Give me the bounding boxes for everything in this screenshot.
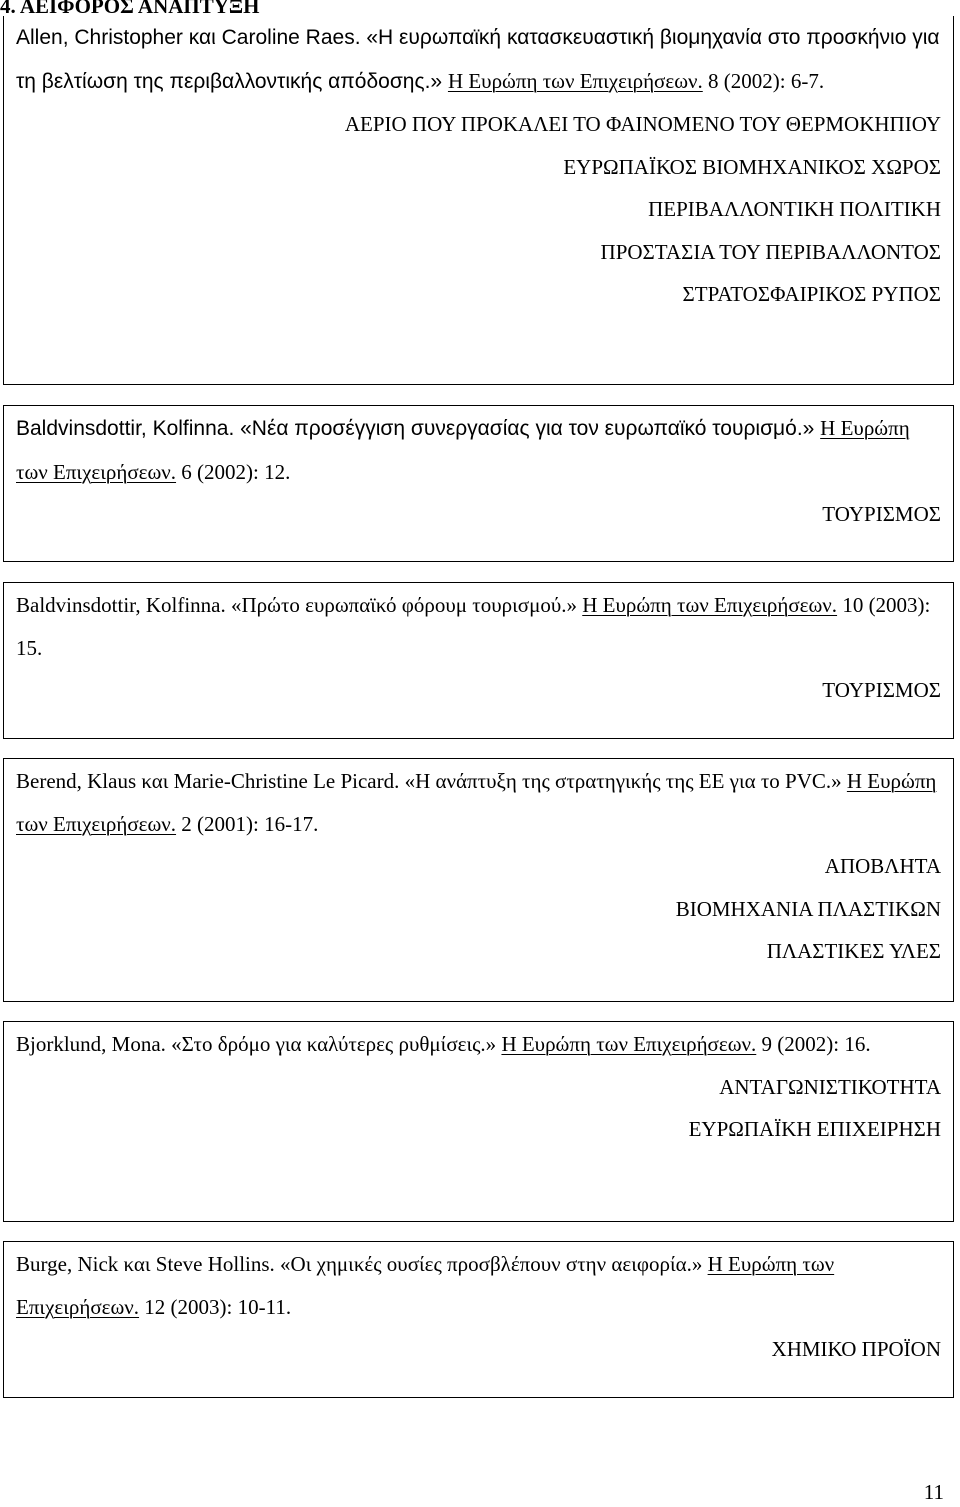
subject-keywords [16,103,941,316]
citation-text: Berend, Klaus και Marie-Christine Le Picard. «Η ανάπτυξη της στρατηγικής της ΕΕ για το PVC.» [16,769,847,793]
subject-keywords [16,1328,941,1371]
keyword: ΑΝΤΑΓΩΝΙΣΤΙΚΟΤΗΤΑ [719,1074,941,1099]
subject-keywords [16,493,941,536]
citation [16,1243,941,1328]
keyword: ΠΛΑΣΤΙΚΕΣ ΥΛΕΣ [766,939,941,963]
bibliography-entry [3,405,954,562]
keyword: ΣΤΡΑΤΟΣΦΑΙΡΙΚΟΣ ΡΥΠΟΣ [682,282,941,306]
citation-issue: 6 (2002): 12. [176,459,291,484]
bibliography-entry [3,1241,954,1398]
keyword: ΑΠΟΒΛΗΤΑ [824,854,941,878]
citation-text: Allen, Christopher και Caroline Raes. «Η ευρωπαϊκή κατασκευαστική βιομηχανία στο προσκήνιο για τη βελτίωση της περιβαλλοντικής απόδοσης.» [16,26,940,93]
section-title: 4. ΑΕΙΦΟΡΟΣ ΑΝΑΠΤΥΞΗ [0,0,260,18]
journal-title: Η Ευρώπη των Επιχειρήσεων. [16,1252,835,1319]
keyword: ΧΗΜΙΚΟ ΠΡΟΪΟΝ [771,1337,941,1361]
citation-text: Bjorklund, Mona. «Στο δρόμο για καλύτερες ρυθμίσεις.» [16,1032,502,1056]
citation-issue: 10 (2003): 15. [16,593,931,660]
journal-title: Η Ευρώπη των Επιχειρήσεων. [501,1032,757,1056]
bibliography-entry [3,1021,954,1222]
subject-keywords [16,669,941,712]
keyword: ΑΕΡΙΟ ΠΟΥ ΠΡΟΚΑΛΕΙ ΤΟ ΦΑΙΝΟΜΕΝΟ ΤΟΥ ΘΕΡΜΟΚΗΠΙΟΥ [344,112,941,136]
citation-issue: 12 (2003): 10-11. [139,1294,292,1319]
bibliography-entry [3,582,954,739]
citation [16,584,941,669]
citation-text: Baldvinsdottir, Kolfinna. «Νέα προσέγγιση συνεργασίας για τον ευρωπαϊκό τουρισμό.» [16,417,821,440]
citation-issue: 2 (2001): 16-17. [176,811,319,836]
keyword: ΠΡΟΣΤΑΣΙΑ ΤΟΥ ΠΕΡΙΒΑΛΛΟΝΤΟΣ [600,239,941,264]
subject-keywords [16,1066,941,1151]
citation-issue: 9 (2002): 16. [756,1032,871,1056]
citation [16,1023,941,1066]
keyword: ΤΟΥΡΙΣΜΟΣ [822,502,941,526]
citation-text: Burge, Nick και Steve Hollins. «Οι χημικές ουσίες προσβλέπουν στην αειφορία.» [16,1252,708,1276]
keyword: ΠΕΡΙΒΑΛΛΟΝΤΙΚΗ ΠΟΛΙΤΙΚΗ [648,197,941,221]
journal-title: Η Ευρώπη των Επιχειρήσεων. [16,416,910,484]
bibliography-entry [3,16,954,385]
citation-text: Baldvinsdottir, Kolfinna. «Πρώτο ευρωπαϊκό φόρουμ τουρισμού.» [16,593,583,617]
citation [16,407,941,493]
journal-title: Η Ευρώπη των Επιχειρήσεων. [447,68,703,93]
page-number: 11 [923,1480,944,1504]
citation-issue: 8 (2002): 6-7. [702,68,825,93]
citation [16,760,941,845]
keyword: ΤΟΥΡΙΣΜΟΣ [822,678,941,702]
journal-title: Η Ευρώπη των Επιχειρήσεων. [16,769,937,836]
keyword: ΕΥΡΩΠΑΪΚΟΣ ΒΙΟΜΗΧΑΝΙΚΟΣ ΧΩΡΟΣ [563,154,941,179]
subject-keywords [16,845,941,973]
citation [16,16,941,103]
keyword: ΒΙΟΜΗΧΑΝΙΑ ΠΛΑΣΤΙΚΩΝ [675,896,941,921]
keyword: ΕΥΡΩΠΑΪΚΗ ΕΠΙΧΕΙΡΗΣΗ [688,1117,941,1141]
bibliography-entry [3,758,954,1002]
journal-title: Η Ευρώπη των Επιχειρήσεων. [582,593,838,617]
